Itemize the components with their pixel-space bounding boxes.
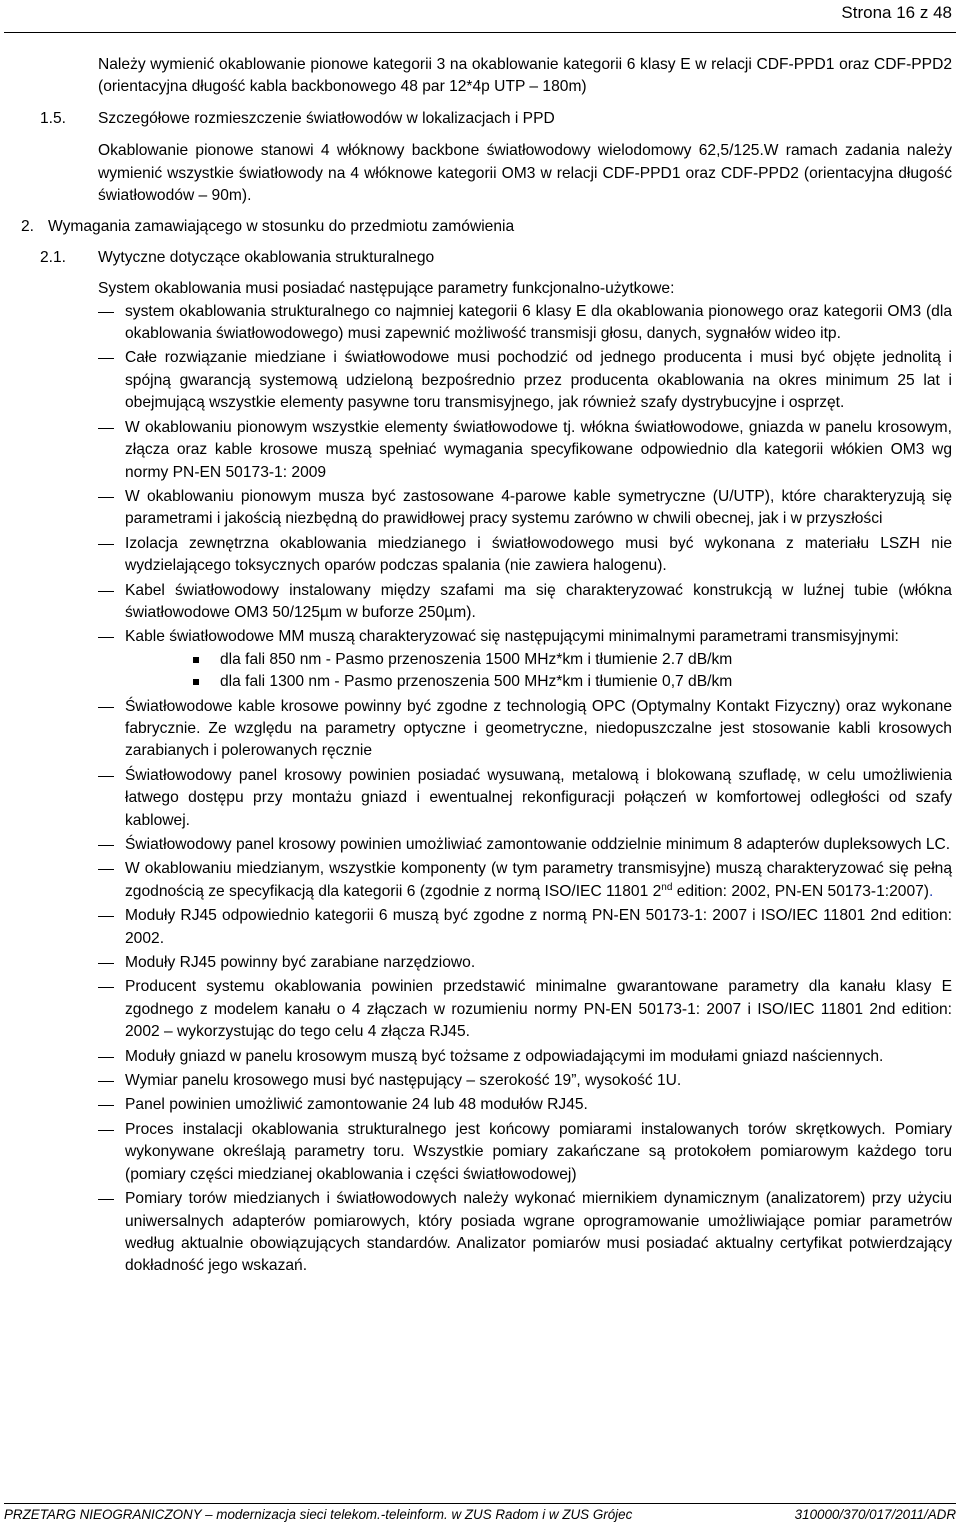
list-item-text: Producent systemu okablowania powinien przedstawić minimalne gwarantowane parametry dla kanału klasy E zgodnego z modelem kanału o 4 złączach w rozumieniu normy PN-EN 50173-1: 2007 i ISO/IEC 11801 2nd edition: 2002 – wykorzystując do tego celu 4 złącza RJ45. [125, 978, 952, 1041]
sublist-item-text: dla fali 1300 nm - Pasmo przenoszenia 500 MHz*km i tłumienie 0,7 dB/km [220, 673, 733, 691]
list-item-text: Wymiar panelu krosowego musi być następujący – szerokość 19”, wysokość 1U. [125, 1072, 682, 1090]
section-2-heading [0, 216, 960, 238]
footer-tender-title: PRZETARG NIEOGRANICZONY – modernizacja sieci telekom.-teleinform. w ZUS Radom i w ZUS Grójec [4, 1507, 633, 1522]
dash-bullet [98, 916, 114, 917]
dash-bullet [98, 497, 114, 498]
list-item-text: Panel powinien umożliwić zamontowanie 24 lub 48 modułów RJ45. [125, 1096, 588, 1114]
list-item [0, 301, 960, 346]
list-item [0, 952, 960, 974]
section-number: 2.1. [40, 248, 67, 266]
dash-bullet [98, 591, 114, 592]
blue-period: . [929, 882, 934, 900]
footer-rule [4, 1503, 956, 1504]
list-item [0, 1094, 960, 1116]
dash-bullet [98, 1081, 114, 1082]
list-item-text: Proces instalacji okablowania strukturalnego jest końcowy pomiarami instalowanych torów skrętkowych. Pomiary wykonywane określają parametry toru. Wszystkie pomiary zakańczane są protokołem pomiarowym każdego toru (pomiary części miedzianej okablowania i części światłowodowej) [125, 1120, 952, 1183]
list-item [0, 626, 960, 693]
section-number: 2. [21, 218, 35, 236]
dash-bullet [98, 1057, 114, 1058]
section-title: Szczegółowe rozmieszczenie światłowodów w lokalizacjach i PPD [98, 109, 555, 127]
list-item-text: Izolacja zewnętrzna okablowania miedzianego i światłowodowego musi być wykonana z materiału LSZH nie wydzielającego toksycznych oparów podczas spalania (nie zawiera halogenu). [125, 534, 952, 575]
page-number: Strona 16 z 48 [841, 3, 952, 22]
dash-bullet [98, 358, 114, 359]
list-item [0, 834, 960, 856]
list-item-text-part: W okablowaniu miedzianym, wszystkie komponenty (w tym parametry transmisyjne) muszą charakteryzować się pełną zgodnością ze specyfikacją dla kategorii 6 (zgodnie z normą ISO/IEC 11801 2 [125, 860, 952, 900]
list-item-text: Światłowodowe kable krosowe powinny być zgodne z technologią OPC (Optymalny Kontakt Fizyczny) oraz wykonane fabrycznie. Ze względu na parametry optyczne i geometryczne, niedopuszczalne jest stosowanie kabli krosowych zarabianych i polerowanych ręcznie [125, 697, 952, 760]
list-item [0, 905, 960, 950]
list-item-text: system okablowania strukturalnego co najmniej kategorii 6 klasy E dla okablowania pionowego oraz kategorii OM3 (dla okablowania światłowodowego) musi zapewnić możliwość transmisji głosu, danych, sygnałów wideo itp. [125, 302, 952, 343]
list-item-text: Moduły gniazd w panelu krosowym muszą być tożsame z odpowiadającymi im modułami gniazd naściennych. [125, 1047, 884, 1065]
list-item [0, 765, 960, 832]
dash-bullet [98, 845, 114, 846]
dash-bullet [98, 776, 114, 777]
header-rule [4, 32, 956, 33]
list-item [0, 347, 960, 414]
list-item-text [125, 860, 952, 899]
list-item-text: Światłowodowy panel krosowy powinien umożliwiać zamontowanie oddzielnie minimum 8 adapterów dupleksowych LC. [125, 836, 951, 853]
section-title: Wytyczne dotyczące okablowania strukturalnego [98, 248, 435, 266]
list-item [0, 486, 960, 531]
dash-bullet [98, 869, 114, 870]
section-title: Wymagania zamawiającego w stosunku do przedmiotu zamówienia [48, 218, 515, 236]
sublist-item [125, 649, 952, 671]
dash-bullet [98, 312, 114, 313]
list-item [0, 580, 960, 625]
document-body [0, 54, 960, 1280]
list-item-text: W okablowaniu pionowym wszystkie elementy światłowodowe tj. włókna światłowodowe, gniazda w panelu krosowym, złącza oraz kable krosowe muszą spełniać wymagania specyfikowane odpowiednio dla kategorii włókien OM3 wg normy PN-EN 50173-1: 2009 [125, 418, 952, 481]
list-item [0, 696, 960, 763]
parameters-sublist [125, 649, 952, 694]
section-1-5-body: Okablowanie pionowe stanowi 4 włóknowy backbone światłowodowy wielodomowy 62,5/125.W ramach zadania należy wymienić wszystkie światłowody na 4 włóknowe kategorii OM3 w relacji CDF-PPD1 oraz CDF-PPD2 (orientacyjna długość światłowodów – 90m). [98, 142, 952, 205]
list-item-text: Światłowodowy panel krosowy powinien posiadać wysuwaną, metalową i blokowaną szufladę, w celu umożliwienia łatwego dostępu przy montażu gniazd i ewentualnej rekonfiguracji połączeń w komfortowej odległości od szafy kablowej. [125, 766, 952, 829]
section-2-1-heading [0, 247, 960, 269]
intro-paragraph: Należy wymienić okablowanie pionowe kategorii 3 na okablowanie kategorii 6 klasy E w relacji CDF-PPD1 oraz CDF-PPD2 (orientacyjna długość kabla backbonowego 48 par 12*4p UTP – 180m) [98, 56, 952, 96]
dash-bullet [98, 1105, 114, 1106]
list-item-text: Moduły RJ45 powinny być zarabiane narzędziowo. [125, 954, 476, 972]
dash-bullet [98, 544, 114, 545]
dash-bullet [98, 707, 114, 708]
sublist-item [125, 671, 952, 693]
list-item-text: Kable światłowodowe MM muszą charakteryzować się następującymi minimalnymi parametrami transmisyjnymi: [125, 628, 899, 646]
dash-bullet [98, 987, 114, 988]
list-item-text: Pomiary torów miedzianych i światłowodowych należy wykonać miernikiem dynamicznym (analizatorem) przy użyciu uniwersalnych adapterów pomiarowych, który posiada wgrane oprogramowanie umożliwiające pomiar parametrów według aktualnie obowiązujących standardów. Analizator pomiarów musi posiadać aktualny certyfikat potwierdzający dokładność jego wskazań. [125, 1190, 952, 1275]
footer-reference-number: 310000/370/017/2011/ADR [794, 1507, 956, 1522]
superscript: nd [661, 881, 673, 893]
section-number: 1.5. [40, 109, 67, 127]
requirements-list [0, 301, 960, 1278]
list-item [0, 533, 960, 578]
square-bullet [193, 657, 199, 663]
square-bullet [193, 679, 199, 685]
list-item [0, 1046, 960, 1068]
list-item [0, 1188, 960, 1278]
list-item [0, 1070, 960, 1092]
list-item-text-part: edition: 2002, PN-EN 50173-1:2007) [672, 882, 929, 900]
list-item-text: Kabel światłowodowy instalowany między szafami ma się charakteryzować konstrukcją w luźnej tubie (włókna światłowodowe OM3 50/125µm w buforze 250µm). [125, 581, 952, 621]
list-item [0, 976, 960, 1043]
list-item-text: W okablowaniu pionowym musza być zastosowane 4-parowe kable symetryczne (U/UTP), które charakteryzują się parametrami i jakością niezbędną do prawidłowej pracy systemu zarówno w chwili obecnej, jak i w przyszłości [125, 487, 952, 528]
list-item-text: Moduły RJ45 odpowiednio kategorii 6 muszą być zgodne z normą PN-EN 50173-1: 2007 i ISO/IEC 11801 2nd edition: 2002. [125, 907, 952, 947]
dash-bullet [98, 963, 114, 964]
dash-bullet [98, 428, 114, 429]
list-item [0, 858, 960, 903]
dash-bullet [98, 637, 114, 638]
list-item-text: Całe rozwiązanie miedziane i światłowodowe musi pochodzić od jednego producenta i musi być objęte jednolitą i spójną gwarancją systemową udzieloną bezpośrednio przez producenta okablowania na okres minimum 25 lat i obejmującą wszystkie elementy pasywne toru transmisyjnego, jak również szafy dystrybucyjne i osprzęt. [125, 349, 952, 412]
dash-bullet [98, 1130, 114, 1131]
sublist-item-text: dla fali 850 nm - Pasmo przenoszenia 1500 MHz*km i tłumienie 2.7 dB/km [220, 650, 733, 668]
list-item [0, 417, 960, 484]
lead-paragraph: System okablowania musi posiadać następujące parametry funkcjonalno-użytkowe: [98, 280, 675, 298]
section-1-5-heading [0, 108, 960, 130]
dash-bullet [98, 1199, 114, 1200]
list-item [0, 1119, 960, 1186]
